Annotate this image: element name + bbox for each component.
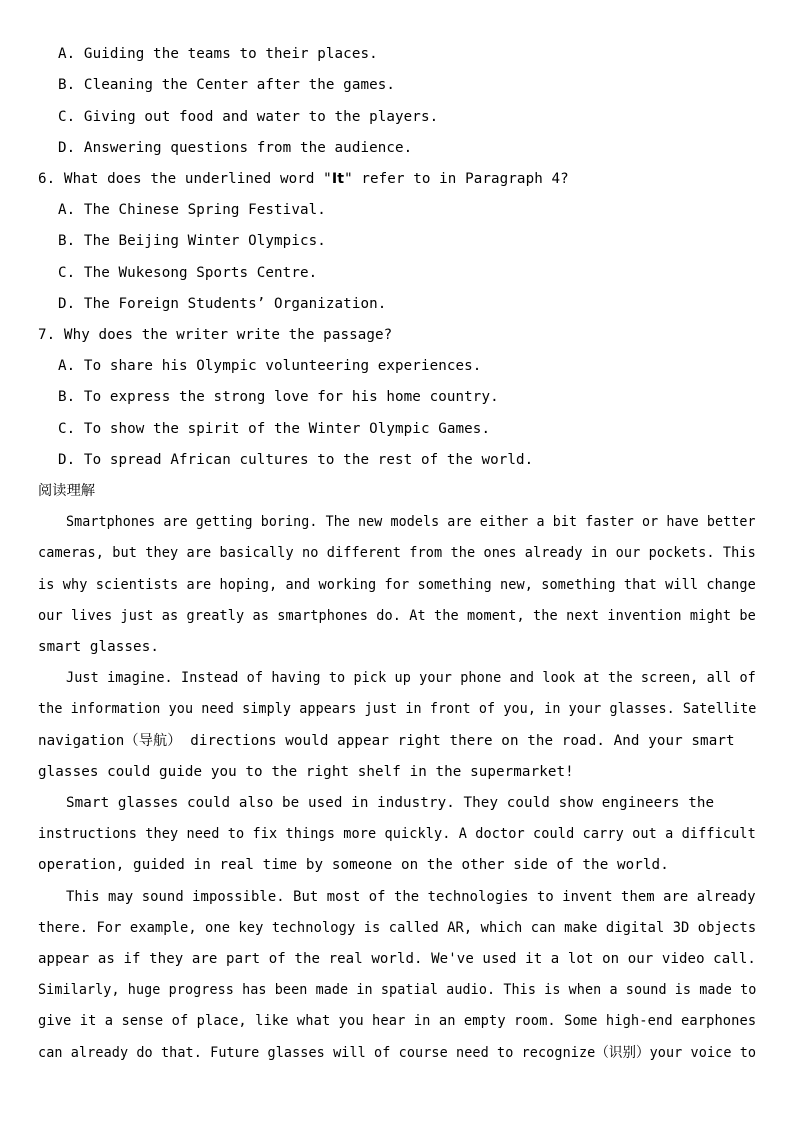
q7-option-d: D. To spread African cultures to the rest of the world.: [58, 452, 534, 468]
q5-option-b: B. Cleaning the Center after the games.: [58, 77, 396, 93]
passage-line: Smart glasses could also be used in industry. They could show engineers the: [66, 795, 715, 811]
q6-option-c: C. The Wukesong Sports Centre.: [58, 265, 318, 281]
q7-option-c: C. To show the spirit of the Winter Olympic Games.: [58, 421, 491, 437]
q6-option-d: D. The Foreign Students’ Organization.: [58, 296, 387, 312]
q6-option-a: A. The Chinese Spring Festival.: [58, 202, 326, 218]
passage-line: This may sound impossible. But most of the technologies to invent them are already: [66, 889, 756, 905]
passage-line: Just imagine. Instead of having to pick up your phone and look at the screen, all of: [66, 670, 756, 686]
q7-option-b: B. To express the strong love for his home country.: [58, 389, 499, 405]
passage-line: navigation（导航） directions would appear right there on the road. And your smart: [38, 733, 735, 749]
q6-stem: [38, 169, 569, 189]
q5-option-c: C. Giving out food and water to the players.: [58, 109, 439, 125]
passage-line: give it a sense of place, like what you hear in an empty room. Some high-end earphones: [38, 1013, 757, 1029]
passage-line: Similarly, huge progress has been made in spatial audio. This is when a sound is made to: [38, 982, 757, 998]
q6-stem-word: It: [331, 171, 345, 187]
passage-line: the information you need simply appears just in front of you, in your glasses. Satellite: [38, 701, 757, 717]
passage-line: cameras, but they are basically no different from the ones already in our pockets. This: [38, 545, 756, 561]
q7-stem: 7. Why does the writer write the passage?: [38, 327, 393, 343]
passage-line: Smartphones are getting boring. The new models are either a bit faster or have better: [66, 514, 756, 530]
q5-option-a: A. Guiding the teams to their places.: [58, 46, 378, 62]
passage-line: glasses could guide you to the right shelf in the supermarket!: [38, 764, 574, 780]
q7-option-a: A. To share his Olympic volunteering experiences.: [58, 358, 482, 374]
passage-line: is why scientists are hoping, and working for something new, something that will change: [38, 577, 756, 593]
passage-line: our lives just as greatly as smartphones do. At the moment, the next invention might be: [38, 608, 756, 624]
passage-line: appear as if they are part of the real world. We've used it a lot on our video call.: [38, 951, 756, 967]
passage-line: operation, guided in real time by someone on the other side of the world.: [38, 857, 669, 873]
passage-line: instructions they need to fix things more quickly. A doctor could carry out a difficult: [38, 826, 756, 842]
q6-stem-after: " refer to in Paragraph 4?: [344, 171, 569, 187]
q6-stem-before: 6. What does the underlined word ": [38, 171, 332, 187]
q6-option-b: B. The Beijing Winter Olympics.: [58, 233, 326, 249]
passage-line: smart glasses.: [38, 639, 159, 655]
passage-line: can already do that. Future glasses will of course need to recognize（识别）your voice to: [38, 1045, 757, 1061]
section-heading: 阅读理解: [38, 483, 96, 499]
q5-option-d: D. Answering questions from the audience.: [58, 140, 413, 156]
passage-line: there. For example, one key technology is called AR, which can make digital 3D objects: [38, 920, 757, 936]
